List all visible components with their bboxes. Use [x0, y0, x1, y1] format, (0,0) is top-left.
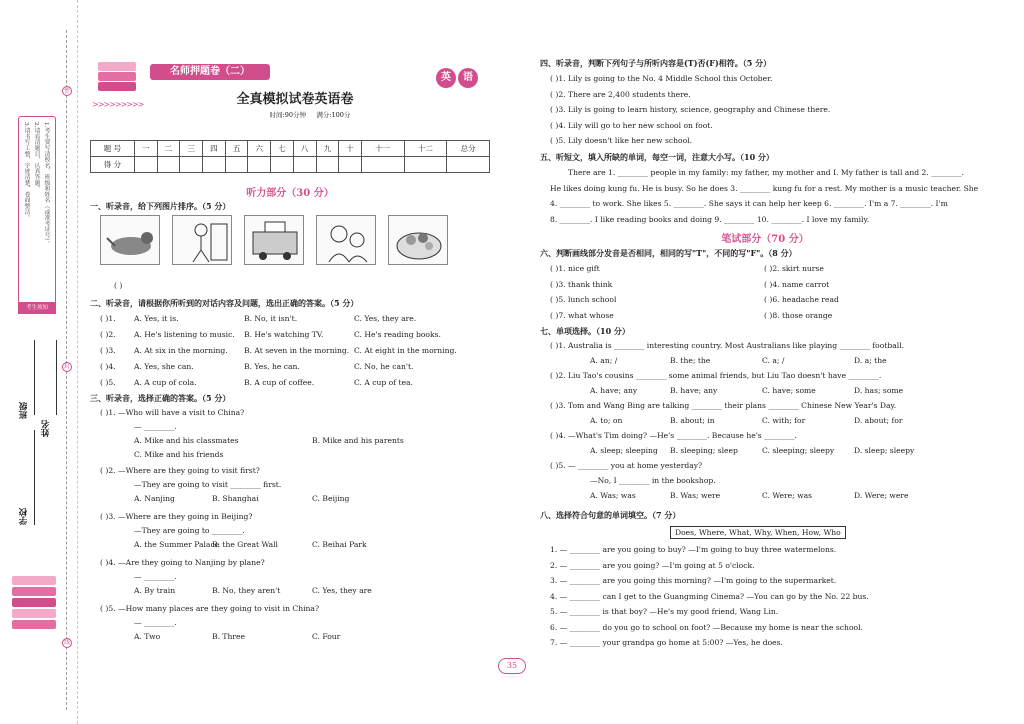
passage-line: 8. ________. I like reading books and doing 9. ________ 10. ________. I love my family. [550, 214, 870, 224]
exam-time: 时间:90分钟 [269, 111, 306, 119]
notice-line-1: 1.考生要写清校名、班级和姓名（或准考证号）。 [43, 122, 49, 247]
section-4-list [550, 74, 990, 152]
picture-boy-playing [172, 215, 232, 265]
list-item: ( )5. Lily doesn't like her new school. [550, 136, 692, 145]
score-cell: 十 [339, 141, 362, 157]
school-line [34, 430, 35, 525]
score-input[interactable] [180, 157, 203, 173]
score-cell: 十二 [404, 141, 447, 157]
score-cell: 五 [225, 141, 248, 157]
subject-badge-2: 语 [458, 68, 478, 88]
question-block: ( )1. —Who will have a visit to China? — ________. A. Mike and his classmates B. Mike and his parents C. Mike and his friends [100, 408, 404, 459]
score-input[interactable] [339, 157, 362, 173]
picture-people [316, 215, 376, 265]
list-item: 5. — ________ is that boy? —He's my good friend, Wang Lin. [550, 607, 779, 616]
list-item: 3. — ________ are you going this morning? —I'm going to the supermarket. [550, 576, 837, 585]
section-6-list [550, 264, 990, 326]
exam-title: 全真模拟试卷英语卷 [236, 92, 354, 107]
score-input[interactable] [135, 157, 158, 173]
score-cell: 四 [203, 141, 226, 157]
score-cell: 总分 [447, 141, 490, 157]
list-item: ( )4. A. Yes, she can. B. Yes, he can. C. No, he can't. [100, 362, 414, 371]
score-cell: 七 [271, 141, 294, 157]
score-cell: 六 [248, 141, 271, 157]
list-item: ( )2. A. He's listening to music. B. He's watching TV. C. He's reading books. [100, 330, 441, 339]
section-3-title: 三、听录音，选择正确的答案。（5 分） [90, 393, 231, 403]
list-item: ( )2. There are 2,400 students there. [550, 89, 691, 99]
word-bank-box: Does, Where, What, Why, When, How, Who [670, 526, 846, 539]
score-cell: 九 [316, 141, 339, 157]
header-books-icon [98, 62, 140, 98]
banner-title: 名师押题卷（二） [150, 64, 270, 80]
section-1-answer-parens[interactable]: ( ) [114, 281, 123, 290]
notice-title: 考生须知 [18, 302, 56, 314]
question-block: ( )3. Tom and Wang Bing are talking ________ their plans ________ Chinese New Year's Day. A. to; on B. about; in C. with; for D. about; for [550, 401, 903, 425]
notice-line-2: 2.请看清题目，认真答题。 [33, 122, 39, 192]
score-table-header-row [91, 141, 490, 157]
list-item: ( )5. A. A cup of cola. B. A cup of coffee. C. A cup of tea. [100, 378, 413, 387]
score-cell: 题 号 [91, 141, 135, 157]
score-cell: 三 [180, 141, 203, 157]
notice-line-3: 3.请书写工整，字迹清楚，卷面整洁。 [23, 122, 29, 221]
seal-mark-2: 封 [63, 363, 70, 370]
passage-line: He likes doing kung fu. He is busy. So he does 3. ________ kung fu for a rest. My mother is a music teacher. She [550, 183, 979, 193]
score-input[interactable] [203, 157, 226, 173]
score-cell: 一 [135, 141, 158, 157]
list-item: ( )3. Lily is going to learn history, science, geography and Chinese there. [550, 105, 831, 114]
exam-score: 满分:100分 [316, 111, 351, 119]
list-item: ( )5. lunch school ( )6. headache read [550, 295, 839, 304]
list-item: ( )3. thank think ( )4. name carrot [550, 279, 830, 289]
section-7-title: 七、单项选择。（10 分） [540, 326, 630, 336]
question-block: ( )5. —How many places are they going to visit in China? — ________. A. Two B. Three C. Four [100, 604, 341, 641]
seal-mark-3: 线 [63, 639, 70, 646]
list-item: ( )1. Lily is going to the No. 4 Middle School this October. [550, 74, 773, 83]
list-item: ( )3. A. At six in the morning. B. At seven in the morning. C. At eight in the morning. [100, 346, 457, 355]
seal-mark-1: 密 [63, 87, 70, 94]
list-item: ( )1. nice gift ( )2. skirt nurse [550, 264, 824, 273]
score-cell: 十一 [361, 141, 404, 157]
passage-line: There are 1. ________ people in my family: my father, my mother and I. My father is tall and 2. ________. [568, 168, 964, 177]
picture-row [100, 215, 460, 267]
list-item: 6. — ________ do you go to school on foot? —Because my home is near the school. [550, 622, 863, 632]
page-number: 35 [498, 658, 526, 674]
picture-basket [388, 215, 448, 265]
passage-line: 4. ________ to work. She likes 5. ________. She says it can help her keep 6. ________. I'm a 7. ________. I'm [550, 199, 948, 208]
name-line [56, 340, 57, 415]
score-table [90, 140, 490, 173]
word-bank [670, 526, 846, 539]
written-heading: 笔试部分（70 分） [721, 234, 809, 245]
books-illustration [10, 576, 50, 636]
exam-info [220, 110, 400, 119]
subject-badge-1: 英 [436, 68, 456, 88]
section-3-list [100, 408, 490, 650]
list-item: ( )7. what whose ( )8. those orange [550, 310, 833, 320]
score-input[interactable] [316, 157, 339, 173]
score-input[interactable] [157, 157, 180, 173]
question-block: ( )2. —Where are they going to visit first? —They are going to visit ________ first. A. Nanjing B. Shanghai C. Beijing [100, 466, 350, 503]
score-input[interactable] [404, 157, 447, 173]
picture-school-bus [244, 215, 304, 265]
picture-dog [100, 215, 160, 265]
score-cell: 八 [293, 141, 316, 157]
question-block: ( )1. Australia is ________ interesting country. Most Australians like playing ________ football. A. an; / B. the; the C. a; / D. a; the [550, 341, 905, 365]
section-8-title: 八、选择符合句意的单词填空。（7 分） [540, 510, 681, 520]
question-block: ( )5. — ________ you at home yesterday? —No, I ________ in the bookshop. A. Was; was B. Was; were C. Were; was D. Were; were [550, 461, 909, 500]
score-input[interactable] [293, 157, 316, 173]
section-2-title: 二、听录音，请根据你所听到的对话内容及问题，选出正确的答案。（5 分） [90, 298, 359, 308]
question-block: ( )4. —What's Tim doing? —He's ________. Because he's ________. A. sleep; sleeping B. sleeping; sleep C. sleeping; sleepy D. sleep; sleepy [550, 431, 915, 455]
section-2-list [100, 314, 490, 394]
score-input[interactable] [248, 157, 271, 173]
section-4-title: 四、听录音，判断下列句子与所听内容是(T)否(F)相符。（5 分） [540, 58, 772, 68]
score-input[interactable] [447, 157, 490, 173]
listening-heading: 听力部分（30 分） [246, 188, 334, 199]
list-item: 1. — ________ are you going to buy? —I'm going to buy three watermelons. [550, 545, 837, 554]
list-item: ( )4. Lily will go to her new school on foot. [550, 120, 713, 130]
score-input[interactable] [361, 157, 404, 173]
question-block: ( )2. Liu Tao's cousins ________ some animal friends, but Liu Tao doesn't have ________. A. have; any B. have; any C. have; some D. has; some [550, 371, 904, 395]
question-block: ( )4. —Are they going to Nanjing by plane? — ________. A. By train B. No, they aren't C. Yes, they are [100, 558, 372, 595]
class-label: 班级 [19, 402, 29, 419]
question-block: ( )3. —Where are they going in Beijing? —They are going to ________. A. the Summer Palace B. the Great Wall C. Beihai Park [100, 512, 367, 549]
list-item: 7. — ________ your grandpa go home at 5:00? —Yes, he does. [550, 638, 783, 647]
name-label: 姓名 [41, 420, 51, 437]
school-label: 学校 [19, 508, 29, 525]
score-input[interactable] [225, 157, 248, 173]
list-item: 4. — ________ can I get to the Guangming Cinema? —You can go by the No. 22 bus. [550, 591, 869, 601]
arrows-decoration: >>>>>>>>> [92, 100, 144, 109]
class-line [34, 340, 35, 415]
section-1-title: 一、听录音，给下列图片排序。（5 分） [90, 201, 231, 211]
score-input[interactable] [271, 157, 294, 173]
list-item: ( )1. A. Yes, it is. B. No, it isn't. C. Yes, they are. [100, 314, 417, 323]
section-6-title: 六、判断画线部分发音是否相同，相同的写"T"，不同的写"F"。（8 分） [540, 248, 797, 258]
section-8-list [550, 545, 990, 654]
section-5-title: 五、听短文，填入所缺的单词，每空一词，注意大小写。（10 分） [540, 152, 774, 162]
score-cell: 二 [157, 141, 180, 157]
score-table-score-row [91, 157, 490, 173]
section-5-passage [550, 168, 990, 230]
score-cell: 得 分 [91, 157, 135, 173]
list-item: 2. — ________ are you going? —I'm going at 5 o'clock. [550, 560, 755, 570]
section-7-list [550, 341, 990, 507]
